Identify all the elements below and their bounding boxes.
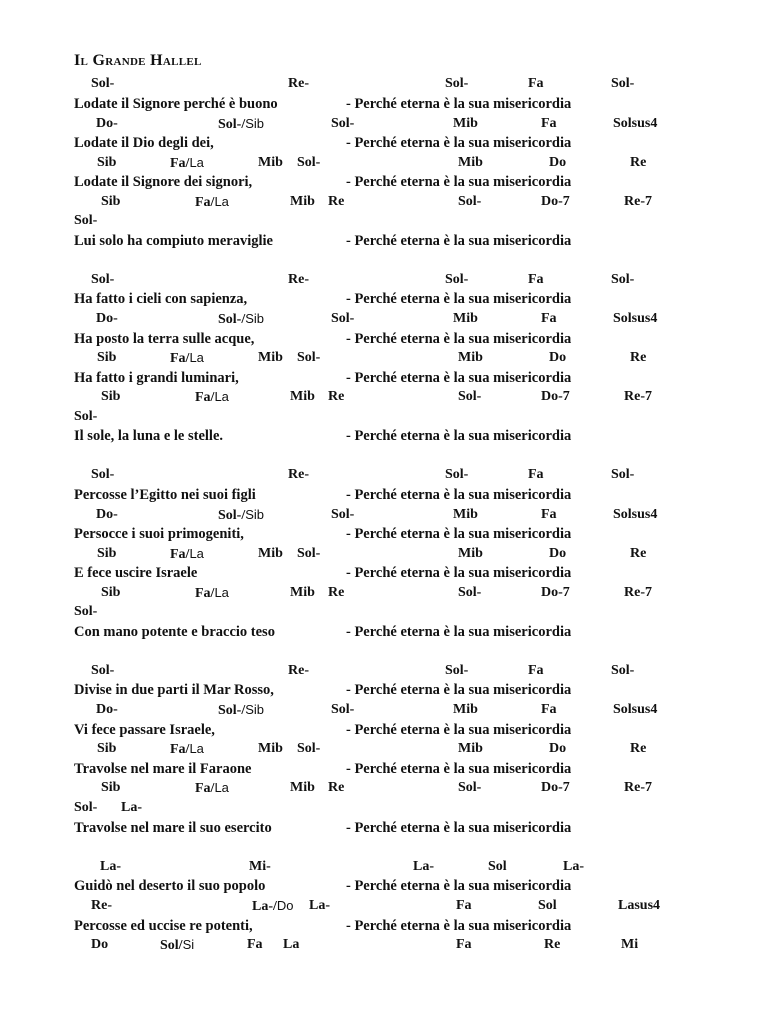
chord: Mib: [290, 585, 315, 600]
chord-line: [0, 898, 768, 917]
chord: Mib: [458, 741, 483, 756]
chord: Mib: [258, 546, 283, 561]
chord-line: [0, 604, 768, 623]
chord-line: [0, 194, 768, 213]
lyric-line: [0, 624, 768, 643]
refrain-text: - Perché eterna è la sua misericordia: [346, 918, 572, 934]
refrain-text: - Perché eterna è la sua misericordia: [346, 135, 572, 151]
chord: Re-: [288, 467, 309, 482]
chord: Sib: [97, 350, 117, 365]
chord: Do: [549, 155, 567, 170]
chord: Re: [630, 741, 647, 756]
chord: Solsus4: [613, 702, 658, 717]
chord: Lasus4: [618, 898, 661, 913]
chord: Sol-: [91, 272, 115, 287]
refrain-text: - Perché eterna è la sua misericordia: [346, 722, 572, 738]
chord: Sol-: [611, 663, 635, 678]
chord-root: Fa/: [195, 586, 215, 601]
chord: Mib: [453, 702, 478, 717]
lyric-line: [0, 370, 768, 389]
chord-root: Sol/: [160, 938, 183, 953]
chord: Fa: [456, 937, 472, 952]
lyric-line: [0, 428, 768, 447]
lyric-line: [0, 96, 768, 115]
chord-line: [0, 76, 768, 95]
bass-note: La: [214, 389, 229, 404]
chord: Mib: [290, 194, 315, 209]
chord: Sol-: [297, 155, 321, 170]
chord: Re: [328, 780, 345, 795]
refrain-text: - Perché eterna è la sua misericordia: [346, 174, 572, 190]
chord-line: [0, 467, 768, 486]
lyric-text: Lodate il Dio degli dei,: [74, 135, 214, 151]
chord: Sol-: [458, 389, 482, 404]
chord: [170, 741, 204, 758]
chord: Re-: [288, 272, 309, 287]
refrain-text: - Perché eterna è la sua misericordia: [346, 624, 572, 640]
chord: Do-7: [541, 389, 570, 404]
chord-line: [0, 546, 768, 565]
chord: Sol: [538, 898, 557, 913]
lyric-line: [0, 878, 768, 897]
chord: Re-: [288, 663, 309, 678]
chord-line: [0, 741, 768, 760]
chord-root: Fa/: [170, 351, 190, 366]
chord: Do-: [96, 507, 118, 522]
chord: Sol-: [74, 800, 98, 815]
chord: La-: [309, 898, 330, 913]
chord: Solsus4: [613, 311, 658, 326]
chord: Do-: [96, 702, 118, 717]
lyric-text: Con mano potente e braccio teso: [74, 624, 275, 640]
chord: [170, 155, 204, 172]
chord: La-: [413, 859, 434, 874]
chord: Sol-: [91, 76, 115, 91]
chord: Sib: [101, 585, 121, 600]
lyric-line: [0, 761, 768, 780]
chord-root: Fa/: [170, 547, 190, 562]
chord: Mib: [458, 350, 483, 365]
lyric-text: E fece uscire Israele: [74, 565, 198, 581]
chord: Sol-: [331, 507, 355, 522]
chord-root: Sol-/: [218, 508, 246, 523]
chord: Sol-: [611, 467, 635, 482]
chord: Sol-: [91, 467, 115, 482]
chord: [218, 311, 264, 328]
chord: La: [283, 937, 300, 952]
chord: Fa: [456, 898, 472, 913]
chord: Sol-: [611, 272, 635, 287]
chord: Re: [328, 585, 345, 600]
lyric-text: Guidò nel deserto il suo popolo: [74, 878, 266, 894]
refrain-text: - Perché eterna è la sua misericordia: [346, 370, 572, 386]
lyric-line: [0, 918, 768, 937]
chord-line: [0, 780, 768, 799]
chord: Solsus4: [613, 116, 658, 131]
chord: Mib: [453, 311, 478, 326]
chord: [195, 780, 229, 797]
bass-note: La: [189, 350, 204, 365]
chord: Do: [549, 546, 567, 561]
chord: Sol-: [445, 272, 469, 287]
chord: Mib: [458, 546, 483, 561]
lyric-text: Ha fatto i grandi luminari,: [74, 370, 239, 386]
chord: Sol: [488, 859, 507, 874]
lyric-text: Ha posto la terra sulle acque,: [74, 331, 255, 347]
bass-note: Si: [182, 937, 195, 952]
chord: Do-7: [541, 780, 570, 795]
refrain-text: - Perché eterna è la sua misericordia: [346, 331, 572, 347]
lyric-text: Lodate il Signore perché è buono: [74, 96, 278, 112]
song-title: Il Grande Hallel: [74, 52, 202, 69]
lyric-line: [0, 174, 768, 193]
chord: Sib: [101, 389, 121, 404]
chord-line: [0, 350, 768, 369]
chord: Do-7: [541, 585, 570, 600]
chord-root: Fa/: [195, 390, 215, 405]
chord: Mib: [458, 155, 483, 170]
chord: La-: [100, 859, 121, 874]
bass-note: La: [214, 780, 229, 795]
refrain-text: - Perché eterna è la sua misericordia: [346, 820, 572, 836]
lyric-text: Divise in due parti il Mar Rosso,: [74, 682, 274, 698]
bass-note: La: [189, 546, 204, 561]
chord: Sol-: [331, 702, 355, 717]
chord: Re-7: [624, 780, 652, 795]
lyric-line: [0, 291, 768, 310]
bass-note: La: [214, 194, 229, 209]
lyric-text: Il sole, la luna e le stelle.: [74, 428, 224, 444]
bass-note: Sib: [245, 116, 265, 131]
chord: Sib: [97, 155, 117, 170]
chord: Sol-: [297, 741, 321, 756]
bass-note: Do: [276, 898, 294, 913]
chord-line: [0, 116, 768, 135]
chord: Sol-: [611, 76, 635, 91]
chord: Fa: [541, 507, 557, 522]
chord-line: [0, 311, 768, 330]
chord: Sib: [97, 741, 117, 756]
chord: Fa: [247, 937, 263, 952]
chord: Re: [328, 194, 345, 209]
chord: Re-: [288, 76, 309, 91]
chord-line: [0, 800, 768, 819]
chord: Fa: [541, 116, 557, 131]
bass-note: Sib: [245, 507, 265, 522]
chord: Mib: [290, 780, 315, 795]
chord: Mi: [621, 937, 639, 952]
lyric-line: [0, 565, 768, 584]
refrain-text: - Perché eterna è la sua misericordia: [346, 878, 572, 894]
chord-line: [0, 663, 768, 682]
chord: [218, 116, 264, 133]
lyric-text: Persocce i suoi primogeniti,: [74, 526, 244, 542]
lyric-line: [0, 233, 768, 252]
chord: Mib: [258, 155, 283, 170]
chord: Sol-: [74, 409, 98, 424]
lyric-line: [0, 526, 768, 545]
chord: Re-7: [624, 389, 652, 404]
chord: Fa: [541, 311, 557, 326]
lyric-text: Percosse l’Egitto nei suoi figli: [74, 487, 256, 503]
lyric-text: Travolse nel mare il Faraone: [74, 761, 252, 777]
chord: Sol-: [445, 467, 469, 482]
refrain-text: - Perché eterna è la sua misericordia: [346, 487, 572, 503]
bass-note: La: [189, 741, 204, 756]
refrain-text: - Perché eterna è la sua misericordia: [346, 761, 572, 777]
chord-line: [0, 389, 768, 408]
chord: Sol-: [91, 663, 115, 678]
chord: Do: [91, 937, 109, 952]
chord-line: [0, 409, 768, 428]
chord-line: [0, 272, 768, 291]
lyric-text: Lodate il Signore dei signori,: [74, 174, 253, 190]
chord-line: [0, 155, 768, 174]
chord: [218, 507, 264, 524]
chord: Mib: [453, 116, 478, 131]
chord: Mib: [258, 350, 283, 365]
chord: Sol-: [445, 76, 469, 91]
lyric-line: [0, 682, 768, 701]
lyric-line: [0, 331, 768, 350]
chord: Mi-: [249, 859, 271, 874]
bass-note: Sib: [245, 311, 265, 326]
chord-line: [0, 213, 768, 232]
chord: Sol-: [74, 213, 98, 228]
chord: Sol-: [458, 585, 482, 600]
chord-root: Sol-/: [218, 117, 246, 132]
chord-line: [0, 937, 768, 956]
chord: Mib: [290, 389, 315, 404]
chord: Re: [544, 937, 561, 952]
bass-note: Sib: [245, 702, 265, 717]
lyric-text: Vi fece passare Israele,: [74, 722, 215, 738]
chord: Fa: [541, 702, 557, 717]
chord: Solsus4: [613, 507, 658, 522]
chord: Do-7: [541, 194, 570, 209]
lyric-text: Percosse ed uccise re potenti,: [74, 918, 253, 934]
chord: La-: [563, 859, 584, 874]
lyric-line: [0, 487, 768, 506]
chord-line: [0, 859, 768, 878]
chord: Re-7: [624, 194, 652, 209]
chord: Do-: [96, 311, 118, 326]
chord: Sol-: [331, 116, 355, 131]
refrain-text: - Perché eterna è la sua misericordia: [346, 96, 572, 112]
refrain-text: - Perché eterna è la sua misericordia: [346, 682, 572, 698]
chord: [252, 898, 294, 915]
chord: Sol-: [74, 604, 98, 619]
chord: Sib: [101, 780, 121, 795]
chord: Re-7: [624, 585, 652, 600]
chord-root: Fa/: [170, 156, 190, 171]
chord: Sol-: [445, 663, 469, 678]
chord-root: Sol-/: [218, 703, 246, 718]
chord: [195, 194, 229, 211]
chord: Do-: [96, 116, 118, 131]
refrain-text: - Perché eterna è la sua misericordia: [346, 233, 572, 249]
chord: Re: [630, 350, 647, 365]
chord: [170, 350, 204, 367]
chord: Sol-: [458, 194, 482, 209]
chord: Sol-: [331, 311, 355, 326]
chord: [160, 937, 194, 954]
refrain-text: - Perché eterna è la sua misericordia: [346, 291, 572, 307]
chord: Fa: [528, 663, 544, 678]
lyric-text: Lui solo ha compiuto meraviglie: [74, 233, 273, 249]
chord: Re: [630, 546, 647, 561]
chord: Fa: [528, 467, 544, 482]
bass-note: La: [189, 155, 204, 170]
chord-root: Fa/: [170, 742, 190, 757]
chord: Do: [549, 350, 567, 365]
chord: Sol-: [297, 546, 321, 561]
chord: Sol-: [458, 780, 482, 795]
bass-note: La: [214, 585, 229, 600]
refrain-text: - Perché eterna è la sua misericordia: [346, 526, 572, 542]
chord-line: [0, 507, 768, 526]
chord: Re-: [91, 898, 112, 913]
chord: Sol-: [297, 350, 321, 365]
chord-root: Fa/: [195, 195, 215, 210]
chord-line: [0, 585, 768, 604]
lyric-text: Travolse nel mare il suo esercito: [74, 820, 272, 836]
lyric-line: [0, 135, 768, 154]
chord: Fa: [528, 76, 544, 91]
chord: Sib: [101, 194, 121, 209]
chord: [195, 585, 229, 602]
chord-root: La-/: [252, 899, 277, 914]
chord-root: Fa/: [195, 781, 215, 796]
chord: Mib: [258, 741, 283, 756]
lyric-text: Ha fatto i cieli con sapienza,: [74, 291, 248, 307]
refrain-text: - Perché eterna è la sua misericordia: [346, 565, 572, 581]
chord: Mib: [453, 507, 478, 522]
chord: Re: [328, 389, 345, 404]
chord: Sib: [97, 546, 117, 561]
chord-root: Sol-/: [218, 312, 246, 327]
chord: La-: [121, 800, 142, 815]
refrain-text: - Perché eterna è la sua misericordia: [346, 428, 572, 444]
chord: [195, 389, 229, 406]
chord: [218, 702, 264, 719]
chord: Re: [630, 155, 647, 170]
lyric-line: [0, 722, 768, 741]
chord: Do: [549, 741, 567, 756]
chord: [170, 546, 204, 563]
chord-line: [0, 702, 768, 721]
chord: Fa: [528, 272, 544, 287]
lyric-line: [0, 820, 768, 839]
